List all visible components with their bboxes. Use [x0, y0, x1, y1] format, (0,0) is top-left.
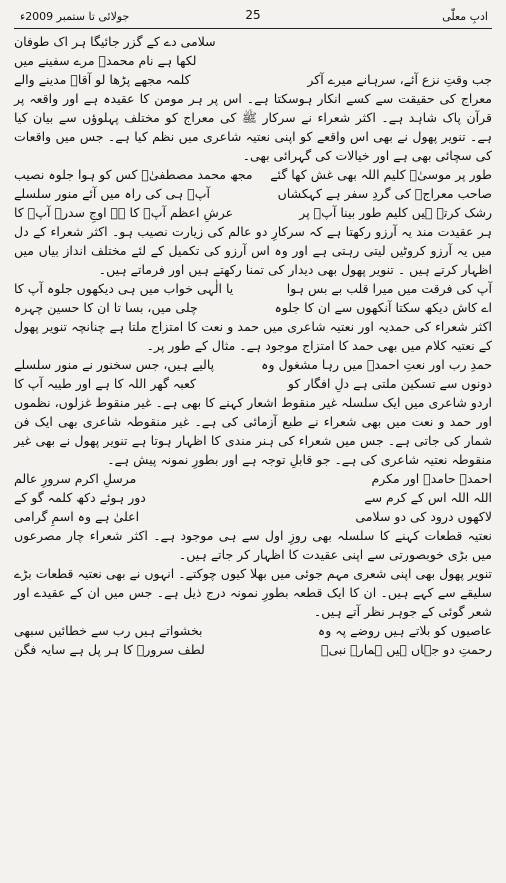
verse-right-hemistich: اللہ اللہ اس کے کرم سے — [364, 490, 492, 505]
verse-couplet — [14, 51, 492, 70]
verse-couplet — [14, 469, 492, 488]
header-rule — [14, 28, 492, 29]
issue-date: جولائی تا ستمبر 2009ء — [20, 10, 130, 23]
verse-right-hemistich: سلامی دے کے گزر جائیگا ہر اک طوفان — [14, 34, 216, 49]
verse-right-hemistich: رحمتِ دو جہاں ہیں ہمارے نبیؐ — [321, 642, 492, 657]
verse-left-hemistich: مجھ محمد مصطفیٰؐ کس کو ہوا جلوہ نصیب — [14, 167, 253, 182]
verse-left-hemistich: دور ہوئے دکھ کلمہ گو کے — [14, 490, 146, 505]
verse-couplet — [14, 165, 492, 184]
verse-right-hemistich: طور پر موسیٰؑ کلیم اللہ بھی غش کھا گئے — [270, 167, 492, 182]
page-content — [14, 32, 492, 659]
verse-couplet — [14, 279, 492, 298]
verse-right-hemistich: رشک کرتے ہیں کلیم طور بینا آپؐ پر — [299, 205, 492, 220]
prose-paragraph: ہر عقیدت مند یہ آرزو رکھتا ہے کہ سرکارِ دو عالم کی زیارت نصیب ہو۔ اکثر شعراء کے دل میں یہ آرزو کروٹیں لیتی رہتی ہے اور وہ اس آرزو کی تکمیل کے لئے مختلف انداز بیاں میں اظہار کرتے ہیں ۔ تنویر پھول بھی دیدار کی تمنا رکھتے ہیں اور فرماتے ہیں۔ — [14, 224, 492, 277]
page-header — [14, 6, 492, 28]
verse-left-hemistich: مرسلِ اکرم سرورِ عالم — [14, 471, 137, 486]
verse-couplet — [14, 70, 492, 89]
verse-left-hemistich: یا الٰہی خواب میں ہی دیکھوں جلوہ آپ کا — [14, 281, 234, 296]
verse-right-hemistich: صاحب معراجؐ کی گردِ سفر ہے کہکشاں — [277, 186, 492, 201]
verse-couplet — [14, 488, 492, 507]
verse-right-hemistich: حمدِ رب اور نعتِ احمدؐ میں رہا مشغول وہ — [261, 357, 492, 372]
verse-left-hemistich: کلمہ مجھے پڑھا لو آقاؐ مدینے والے — [14, 72, 191, 87]
prose-paragraph: تنویر پھول بھی اپنی شعری مہم جوئی میں بھلا کیوں چوکتے۔ انہوں نے بھی نعتیہ قطعات بڑے سلیقے سے کہے ہیں۔ ان کا ایک قطعہ بطورِ نمونہ درج ذیل ہے۔ جس میں ان کے عقیدے اور شعر گوئی کے جوہر نظر آتے ہیں۔ — [14, 566, 492, 619]
verse-couplet — [14, 203, 492, 222]
verse-couplet — [14, 374, 492, 393]
verse-left-hemistich: کعبہ گھر اللہ کا ہے اور طیبہ آپ کا — [14, 376, 196, 391]
verse-couplet — [14, 298, 492, 317]
verse-left-hemistich: بخشواتے ہیں رب سے خطائیں سبھی — [14, 623, 203, 638]
verse-left-hemistich: پالیے ہیں، جس سخنور نے منور سلسلے — [14, 357, 215, 372]
verse-couplet — [14, 355, 492, 374]
verse-couplet — [14, 621, 492, 640]
verse-right-hemistich: عاصیوں کو بلاتے ہیں روضے پہ وہ — [317, 623, 492, 638]
verse-couplet — [14, 32, 492, 51]
prose-paragraph: نعتیہ قطعات کہنے کا سلسلہ بھی روزِ اول سے ہی موجود ہے۔ اکثر شعراء چار مصرعوں میں بڑی خوبصورتی سے اپنی عقیدت کا اظہار کر جاتے ہیں۔ — [14, 528, 492, 562]
verse-right-hemistich: دونوں سے تسکین ملتی ہے دلِ افگار کو — [287, 376, 492, 391]
journal-title: ادبِ معلّٰی — [442, 10, 488, 23]
verse-left-hemistich: آپؐ ہی کی راہ میں آئے منور سلسلے — [14, 186, 210, 201]
verse-right-hemistich: احمدؐ حامدؐ اور مکرم — [371, 471, 492, 486]
verse-left-hemistich: لطف سرورؐ کا ہر پل ہے سایہ فگن — [14, 642, 205, 657]
prose-paragraph: اردو شاعری میں ایک سلسلہ غیر منقوط اشعار کہنے کا بھی ہے۔ غیر منقوط غزلوں، نظموں اور حمد و نعت میں بھی شعراء نے طبع آزمائی کی ہے۔ غیر منقوطہ شاعری بھی ایک فن شمار کی جاتی ہے۔ جس میں شعراء کی ہنر مندی کا اظہار ہوتا ہے تنویر پھول نے بھی غیر منقوطہ نعتیہ شاعری کی ہے۔ جو قابلِ توجہ ہے اور بطورِ نمونہ پیش ہے۔ — [14, 395, 492, 467]
verse-right-hemistich: جب وقتِ نزع آئے، سرہانے میرے آکر — [307, 72, 492, 87]
page-number: 25 — [245, 8, 261, 22]
verse-right-hemistich: آپ کی فرقت میں میرا قلب بے بس ہوا — [286, 281, 492, 296]
verse-couplet — [14, 507, 492, 526]
verse-right-hemistich: لکھا ہے نام محمدؐ مرے سفینے میں — [14, 53, 197, 68]
verse-left-hemistich: اعلیٰ ہے وہ اسمِ گرامی — [14, 509, 140, 524]
verse-right-hemistich: لاکھوں درود کی دو سلامی — [355, 509, 492, 524]
prose-paragraph: اکثر شعراء کی حمدیہ اور نعتیہ شاعری میں حمد و نعت کا امتزاج ملتا ہے چنانچہ تنویر پھول کے نعتیہ کلام میں بھی حمد کا امتزاج موجود ہے۔ مثال کے طور پر۔ — [14, 319, 492, 353]
verse-couplet — [14, 640, 492, 659]
verse-couplet — [14, 184, 492, 203]
verse-left-hemistich: چلی میں، بسا تا ان کا حسین چہرہ — [14, 300, 198, 315]
verse-left-hemistich: عرشِ اعظم آپؐ کا ہے اوجِ سدرہ آپؐ کا — [14, 205, 234, 220]
prose-paragraph: معراج کی حقیقت سے کسے انکار ہوسکتا ہے۔ اس پر ہر مومن کا عقیدہ ہے اور واقعہ پر قرآن پاک شاہد ہے۔ اکثر شعراء نے سرکار ﷺ کی معراج کو مختلف پہلوؤں سے بیان کیا ہے۔ تنویر پھول نے بھی اس واقعے کو اپنی نعتیہ شاعری میں نظم کیا ہے۔ جس میں واقعات کی سچائی بھی ہے اور خیالات کی گہرائی بھی۔ — [14, 91, 492, 163]
verse-right-hemistich: اے کاش دیکھ سکتا آنکھوں سے ان کا جلوہ — [274, 300, 492, 315]
